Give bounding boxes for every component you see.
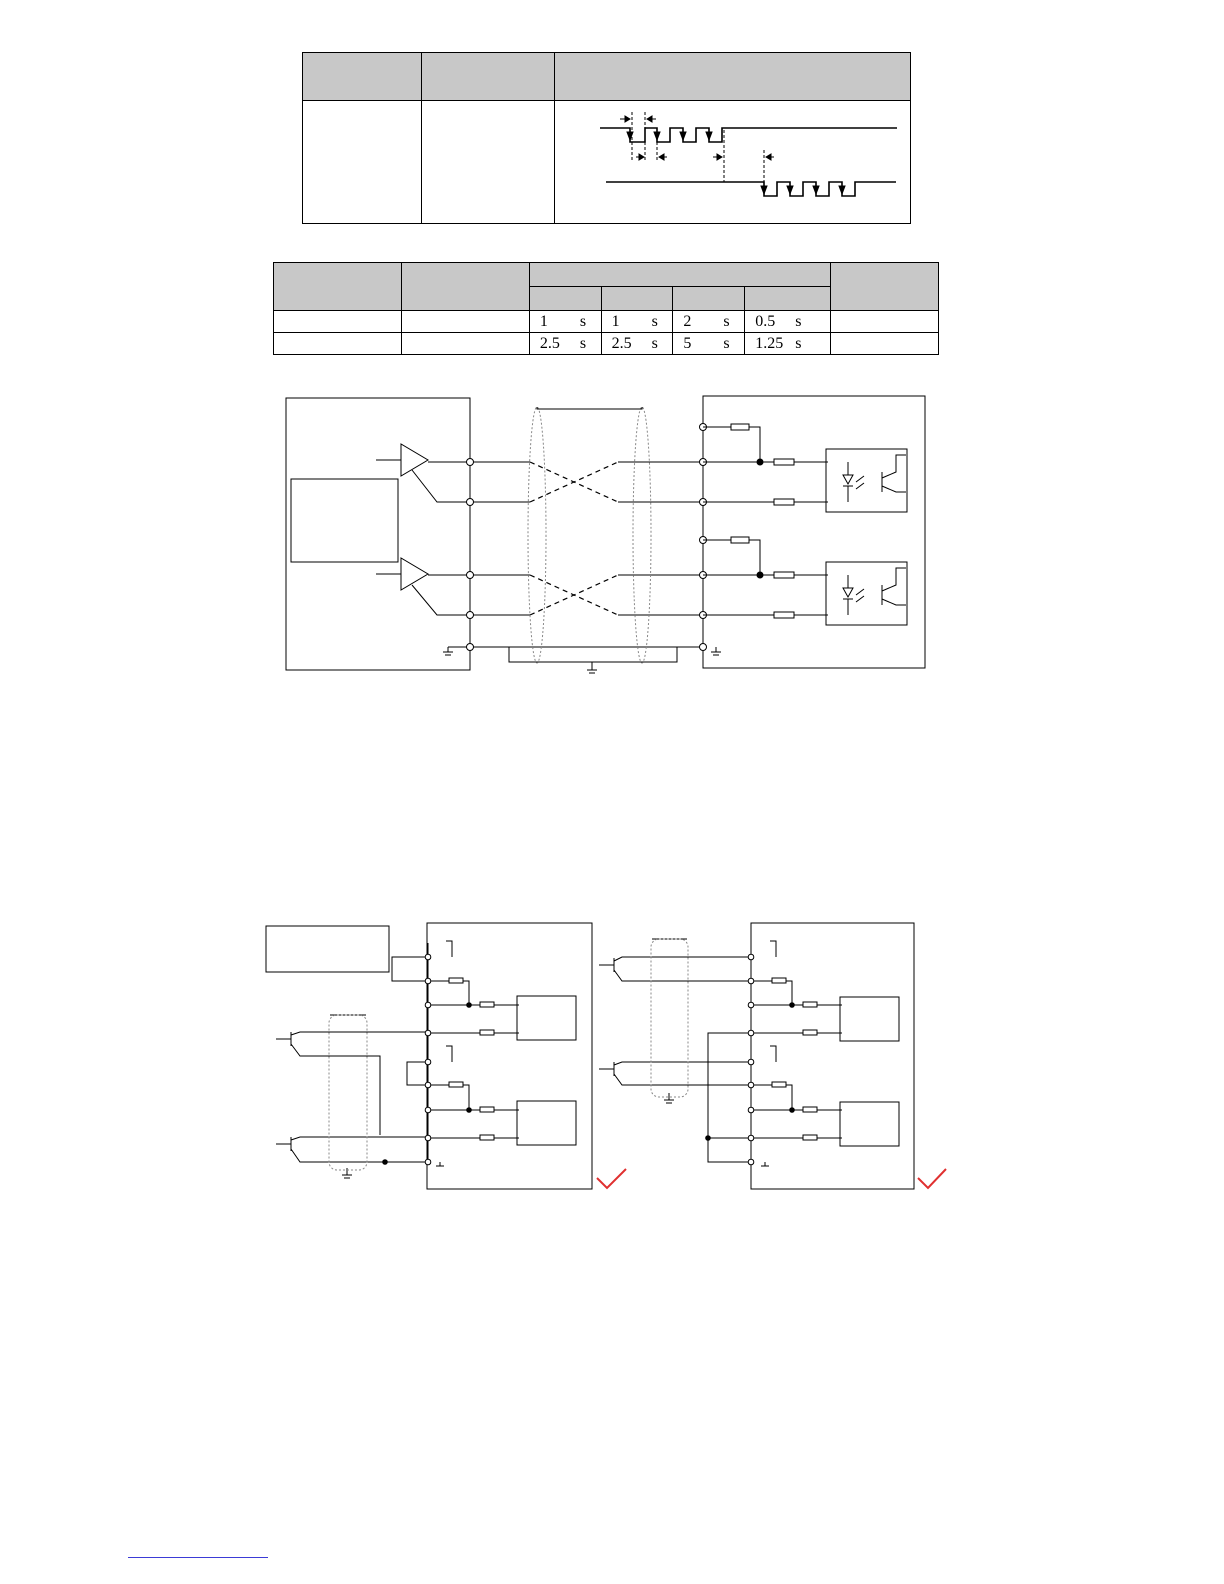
pulse-row2-v3: 5 s xyxy=(673,333,745,355)
external-supply-box xyxy=(266,926,389,972)
check-icon xyxy=(597,1169,626,1188)
check-icon xyxy=(918,1169,946,1188)
optocoupler-right-2 xyxy=(840,1102,899,1146)
pulse-row2-v2: 2.5 s xyxy=(601,333,673,355)
pulse-row1-v1: 1 s xyxy=(529,311,601,333)
pulse-row1-v4: 0.5 s xyxy=(745,311,831,333)
optocoupler-right-1 xyxy=(840,997,899,1041)
pulse-row2-v4: 1.25 s xyxy=(745,333,831,355)
pulse-row1-v3: 2 s xyxy=(673,311,745,333)
pulse-row1-v2: 1 s xyxy=(601,311,673,333)
drive-box-right xyxy=(751,923,914,1189)
optocoupler-left-2 xyxy=(517,1101,576,1145)
optocoupler-left-1 xyxy=(517,996,576,1040)
pulse-row2-v1: 2.5 s xyxy=(529,333,601,355)
footnote-separator xyxy=(128,1557,268,1558)
